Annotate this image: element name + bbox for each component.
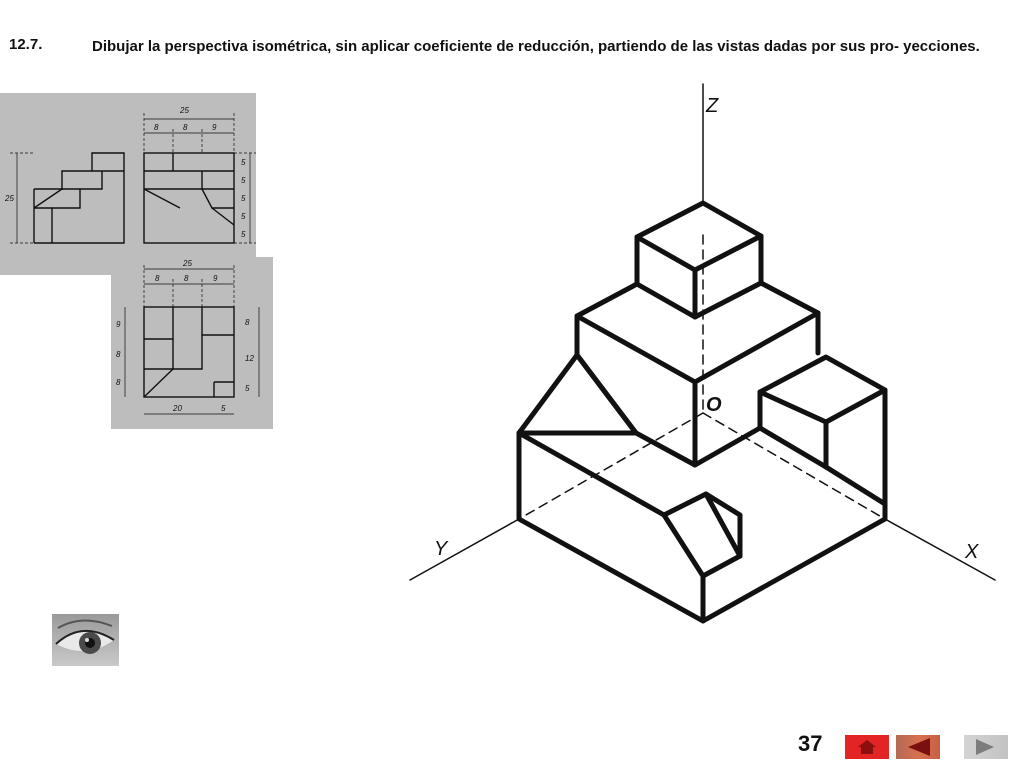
dim-split-3: 9 <box>212 123 217 132</box>
dim-right-2: 5 <box>241 176 246 185</box>
dim-height: 25 <box>5 194 14 203</box>
origin-label: O <box>706 394 722 416</box>
plan-dim-left-1: 9 <box>116 320 121 329</box>
plan-dim-left-3: 8 <box>116 378 121 387</box>
plan-dim-split-1: 8 <box>155 274 160 283</box>
dim-right-1: 5 <box>241 158 246 167</box>
arrow-right-icon <box>964 735 1008 759</box>
side-view <box>144 113 256 243</box>
dim-split-1: 8 <box>154 123 159 132</box>
next-button[interactable] <box>964 735 1008 759</box>
axes <box>410 84 995 580</box>
axis-label-z: Z <box>706 95 719 117</box>
plan-dim-split-3: 9 <box>213 274 218 283</box>
home-button[interactable] <box>845 735 889 759</box>
solid-edges <box>519 203 885 621</box>
exercise-statement: Dibujar la perspectiva isométrica, sin aplicar coeficiente de reducción, partiendo de las vistas dadas por sus pro- yecciones. <box>92 38 980 55</box>
eye-icon[interactable] <box>52 614 119 666</box>
page-number: 37 <box>798 731 823 756</box>
orthographic-views-top <box>0 93 256 275</box>
previous-button[interactable] <box>896 735 940 759</box>
plan-dim-bottom-1: 20 <box>173 404 182 413</box>
dim-right-4: 5 <box>241 212 246 221</box>
home-icon <box>845 735 889 759</box>
plan-dim-bottom-2: 5 <box>221 404 226 413</box>
front-view <box>10 153 124 243</box>
plan-dim-left-2: 8 <box>116 350 121 359</box>
exercise-number: 12.7. <box>9 36 43 53</box>
orthographic-view-plan <box>111 257 273 429</box>
isometric-drawing <box>400 80 1010 640</box>
axis-label-x: X <box>965 541 979 563</box>
plan-dim-right-3: 5 <box>245 384 250 393</box>
plan-dim-split-2: 8 <box>184 274 189 283</box>
axis-label-y: Y <box>434 538 448 560</box>
dim-split-2: 8 <box>183 123 188 132</box>
dim-overall: 25 <box>180 106 189 115</box>
arrow-left-icon <box>896 735 940 759</box>
plan-dim-right-2: 12 <box>245 354 254 363</box>
plan-dim-right-1: 8 <box>245 318 250 327</box>
plan-dim-overall: 25 <box>183 259 192 268</box>
dim-right-3: 5 <box>241 194 246 203</box>
dim-right-5: 5 <box>241 230 246 239</box>
